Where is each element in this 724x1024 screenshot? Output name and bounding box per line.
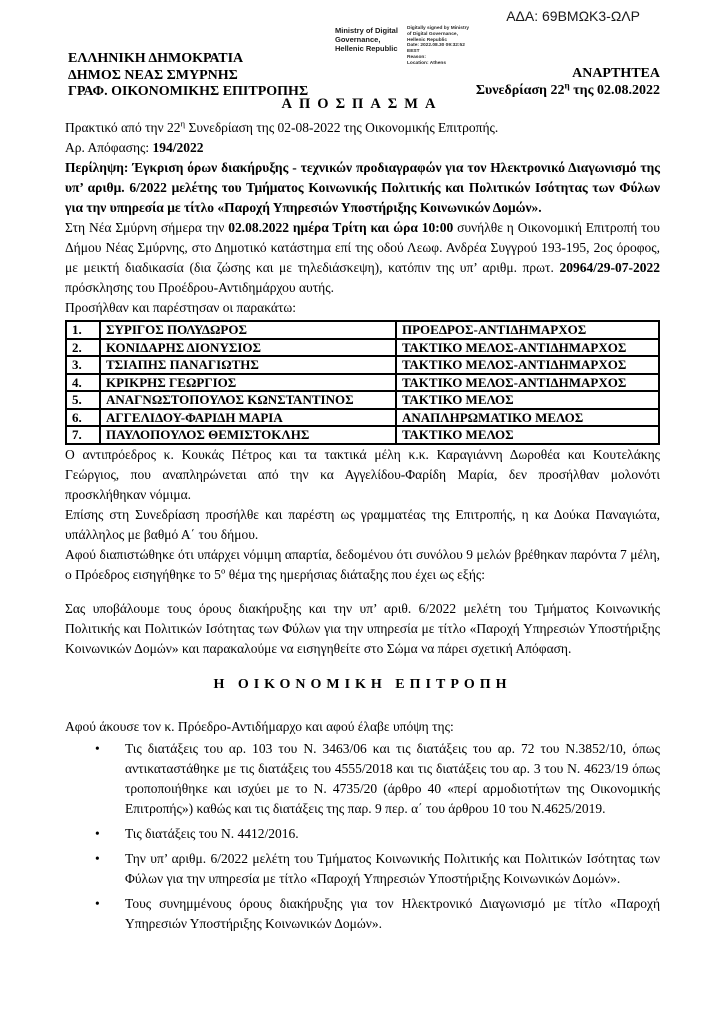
list-item-text: Τους συνημμένους όρους διακήρυξης για τον Ηλεκτρονικό Διαγωνισμό με τίτλο «Παροχή Υπηρεσιών Υποστήριξης Κοινωνικών Δομών». xyxy=(125,895,660,931)
table-row xyxy=(66,374,659,392)
text-segment: πρόσκλησης του Προέδρου-Αντιδημάρχου αυτής. xyxy=(65,280,334,295)
decision-number-value: 194/2022 xyxy=(152,140,204,155)
member-number: 3. xyxy=(66,356,100,374)
member-role: ΑΝΑΠΛΗΡΩΜΑΤΙΚΟ ΜΕΛΟΣ xyxy=(396,409,659,427)
paragraph-decision-number xyxy=(65,138,660,158)
letterhead-republic: ΕΛΛΗΝΙΚΗ ΔΗΜΟΚΡΑΤΙΑ xyxy=(68,51,244,66)
document-body xyxy=(0,118,724,934)
paragraph-session-intro xyxy=(65,218,660,298)
signature-line: Date: 2022.08.30 09:32:52 xyxy=(407,43,465,49)
paragraph-absent-members: Ο αντιπρόεδρος κ. Κουκάς Πέτρος και τα τακτικά μέλη κ.κ. Καραγιάννη Δωροθέα και Κουτελάκης Γεώργιος, που αναπληρώνεται από την κα Αγγελίδου-Φαρίδη Μαρία, δεν προσήλθαν μολονότι προσκλήθηκαν νόμιμα. xyxy=(65,446,660,502)
letterhead-office: ΓΡΑΦ. ΟΙΚΟΝΟΜΙΚΗΣ ΕΠΙΤΡΟΠΗΣ xyxy=(68,84,309,99)
signature-line: Digitally signed by Ministry xyxy=(407,26,470,31)
paragraph-having-heard: Αφού άκουσε τον κ. Πρόεδρο-Αντιδήμαρχο και αφού έλαβε υπόψη της: xyxy=(65,718,454,734)
text-segment: Συνεδρίαση της 02-08-2022 της Οικονομικής Επιτροπής. xyxy=(185,120,499,135)
text-segment: Στη Νέα Σμύρνη σήμερα την xyxy=(65,220,229,235)
signature-details xyxy=(407,26,489,67)
signature-line: Hellenic Republic xyxy=(407,37,447,43)
list-item-text: Την υπ’ αριθμ. 6/2022 μελέτη του Τμήματος Κοινωνικής Πολιτικής και Πολιτικών Ισότητας των Φύλων για την υπηρεσία με τίτλο «Παροχή Υπηρεσιών Υποστήριξης Κοινωνικών Δομών». xyxy=(125,850,660,886)
list-item xyxy=(65,739,660,819)
ministry-line: Ministry of Digital xyxy=(335,26,398,35)
member-role: ΤΑΚΤΙΚΟ ΜΕΛΟΣ xyxy=(396,391,659,409)
signature-line: Reason: xyxy=(407,54,426,60)
signature-line: of Digital Governance, xyxy=(407,31,458,37)
text-segment-bold: 20964/29-07-2022 xyxy=(559,260,660,275)
superscript: ο xyxy=(220,565,226,575)
list-item-text: Τις διατάξεις του αρ. 103 του Ν. 3463/06 και τις διατάξεις του αρ. 72 του Ν.3852/10, όπως αντικαταστάθηκε με τις διατάξεις του 4555/2018 και τις διατάξεις του αρ. 3 του Ν. 4623/19 όπως τροποποιήθηκε και ισχύει με το Ν. 4735/20 (άρθρο 40 «περί αρμοδιοτήτων της Οικονομικής Επιτροπής») καθώς και τις διατάξεις της παρ. 9 περ. α΄ του άρθρου 10 του Ν.4625/2019. xyxy=(125,740,660,816)
table-row xyxy=(66,426,659,444)
letterhead-municipality: ΔΗΜΟΣ ΝΕΑΣ ΣΜΥΡΝΗΣ xyxy=(68,67,238,83)
member-role: ΤΑΚΤΙΚΟ ΜΕΛΟΣ-ΑΝΤΙΔΗΜΑΡΧΟΣ xyxy=(396,374,659,392)
text-segment: Πρακτικό από την 22 xyxy=(65,120,181,135)
member-role: ΤΑΚΤΙΚΟ ΜΕΛΟΣ-ΑΝΤΙΔΗΜΑΡΧΟΣ xyxy=(396,356,659,374)
ada-code: ΑΔΑ: 69ΒΜΩΚ3-ΩΛΡ xyxy=(506,8,640,24)
paragraph-submission: Σας υποβάλουμε τους όρους διακήρυξης και την υπ’ αριθ. 6/2022 μελέτη του Τμήματος Κοινωνικής Πολιτικής και Πολιτικών Ισότητας των Φύλων για την υπηρεσία με τίτλο «Παροχή Υπηρεσιών Υποστήριξης Κοινωνικών Δομών» και παρακαλούμε να εισηγηθείτε στο Σώμα να πάρει σχετική Απόφαση. xyxy=(65,600,660,656)
text-segment: Συνεδρίαση 22 xyxy=(475,82,565,98)
list-item xyxy=(65,849,660,889)
member-name: ΑΓΓΕΛΙΔΟΥ-ΦΑΡΙΔΗ ΜΑΡΙΑ xyxy=(100,409,396,427)
member-number: 1. xyxy=(66,321,100,339)
member-role: ΤΑΚΤΙΚΟ ΜΕΛΟΣ-ΑΝΤΙΔΗΜΑΡΧΟΣ xyxy=(396,339,659,357)
spacer xyxy=(65,585,660,599)
member-name: ΚΡΙΚΡΗΣ ΓΕΩΡΓΙΟΣ xyxy=(100,374,396,392)
bullet-icon: • xyxy=(95,895,100,911)
committee-heading: Η ΟΙΚΟΝΟΜΙΚΗ ΕΠΙΤΡΟΠΗ xyxy=(213,676,512,692)
text-segment: της 02.08.2022 xyxy=(569,82,660,98)
paragraph-minutes-ref xyxy=(65,118,660,138)
text-segment: συνήλθε η Οικονομική Επιτροπή του Δήμου Νέας Σμύρνης, στο Δημοτικό κατάστημα επί της οδού Λεωφ. Ανδρέα Συγγρού 193-195, 2ος όροφος, με μεικτή διαδικασία (δια ζώσης και με τηλεδιάσκεψη), κατόπιν της υπ’ αριθμ. πρωτ. xyxy=(65,220,660,275)
considerations-list xyxy=(65,739,660,934)
member-number: 2. xyxy=(66,339,100,357)
table-row xyxy=(66,321,659,339)
ministry-line: Hellenic Republic xyxy=(335,44,398,53)
paragraph-attendees-intro: Προσήλθαν και παρέστησαν οι παρακάτω: xyxy=(65,300,297,315)
member-number: 7. xyxy=(66,426,100,444)
bullet-icon: • xyxy=(95,825,100,841)
text-segment: θέμα της ημερήσιας διάταξης που έχει ως εξής: xyxy=(225,566,485,582)
list-item xyxy=(65,894,660,934)
table-row xyxy=(66,409,659,427)
member-number: 5. xyxy=(66,391,100,409)
ministry-line: Governance, xyxy=(335,35,381,44)
list-item xyxy=(65,824,660,844)
digital-signature-stamp xyxy=(335,26,489,67)
document-title: ΑΠΟΣΠΑΣΜΑ xyxy=(281,96,443,112)
text-segment: Αφού διαπιστώθηκε ότι υπάρχει νόμιμη απαρτία, δεδομένου ότι συνόλου 9 μελών βρέθηκαν παρόντα 7 μέλη, ο Πρόεδρος εισηγήθηκε το 5 xyxy=(65,546,660,582)
paragraph-summary: Περίληψη: Έγκριση όρων διακήρυξης - τεχνικών προδιαγραφών για τον Ηλεκτρονικό Διαγωνισμό της υπ’ αριθμ. 6/2022 μελέτης του Τμήματος Κοινωνικής Πολιτικής και Πολιτικών Ισότητας των Φύλων για την υπηρεσία με τίτλο «Παροχή Υπηρεσιών Υποστήριξης Κοινωνικών Δομών». xyxy=(65,160,660,215)
signature-line: Location: Athens xyxy=(407,60,446,66)
superscript: η xyxy=(180,118,186,129)
superscript: η xyxy=(564,79,570,90)
ministry-name xyxy=(335,26,401,67)
text-segment-bold: 02.08.2022 ημέρα Τρίτη και ώρα 10:00 xyxy=(228,220,454,235)
member-name: ΑΝΑΓΝΩΣΤΟΠΟΥΛΟΣ ΚΩΝΣΤΑΝΤΙΝΟΣ xyxy=(100,391,396,409)
header-right xyxy=(476,66,660,99)
paragraph-secretary: Επίσης στη Συνεδρίαση προσήλθε και παρέστη ως γραμματέας της Επιτροπής, η κα Δούκα Παναγιώτα, υπάλληλος με βαθμό Α΄ του δήμου. xyxy=(65,506,660,542)
decision-number-label: Αρ. Απόφασης: xyxy=(65,140,153,155)
member-number: 4. xyxy=(66,374,100,392)
member-name: ΣΥΡΙΓΟΣ ΠΟΛΥΔΩΡΟΣ xyxy=(100,321,396,339)
anartitea-label: ΑΝΑΡΤΗΤΕΑ xyxy=(572,66,660,81)
signature-line: EEST xyxy=(407,49,420,55)
paragraph-quorum xyxy=(65,545,660,585)
member-role: ΠΡΟΕΔΡΟΣ-ΑΝΤΙΔΗΜΑΡΧΟΣ xyxy=(396,321,659,339)
member-role: ΤΑΚΤΙΚΟ ΜΕΛΟΣ xyxy=(396,426,659,444)
table-row xyxy=(66,391,659,409)
member-name: ΚΟΝΙΔΑΡΗΣ ΔΙΟΝΥΣΙΟΣ xyxy=(100,339,396,357)
document-header xyxy=(0,0,724,118)
member-number: 6. xyxy=(66,409,100,427)
letterhead xyxy=(68,51,308,101)
bullet-icon: • xyxy=(95,740,100,756)
bullet-icon: • xyxy=(95,850,100,866)
table-row xyxy=(66,339,659,357)
member-name: ΤΣΙΑΠΗΣ ΠΑΝΑΓΙΩΤΗΣ xyxy=(100,356,396,374)
list-item-text: Τις διατάξεις του Ν. 4412/2016. xyxy=(125,825,299,841)
member-name: ΠΑΥΛΟΠΟΥΛΟΣ ΘΕΜΙΣΤΟΚΛΗΣ xyxy=(100,426,396,444)
table-row xyxy=(66,356,659,374)
members-table xyxy=(65,320,660,445)
